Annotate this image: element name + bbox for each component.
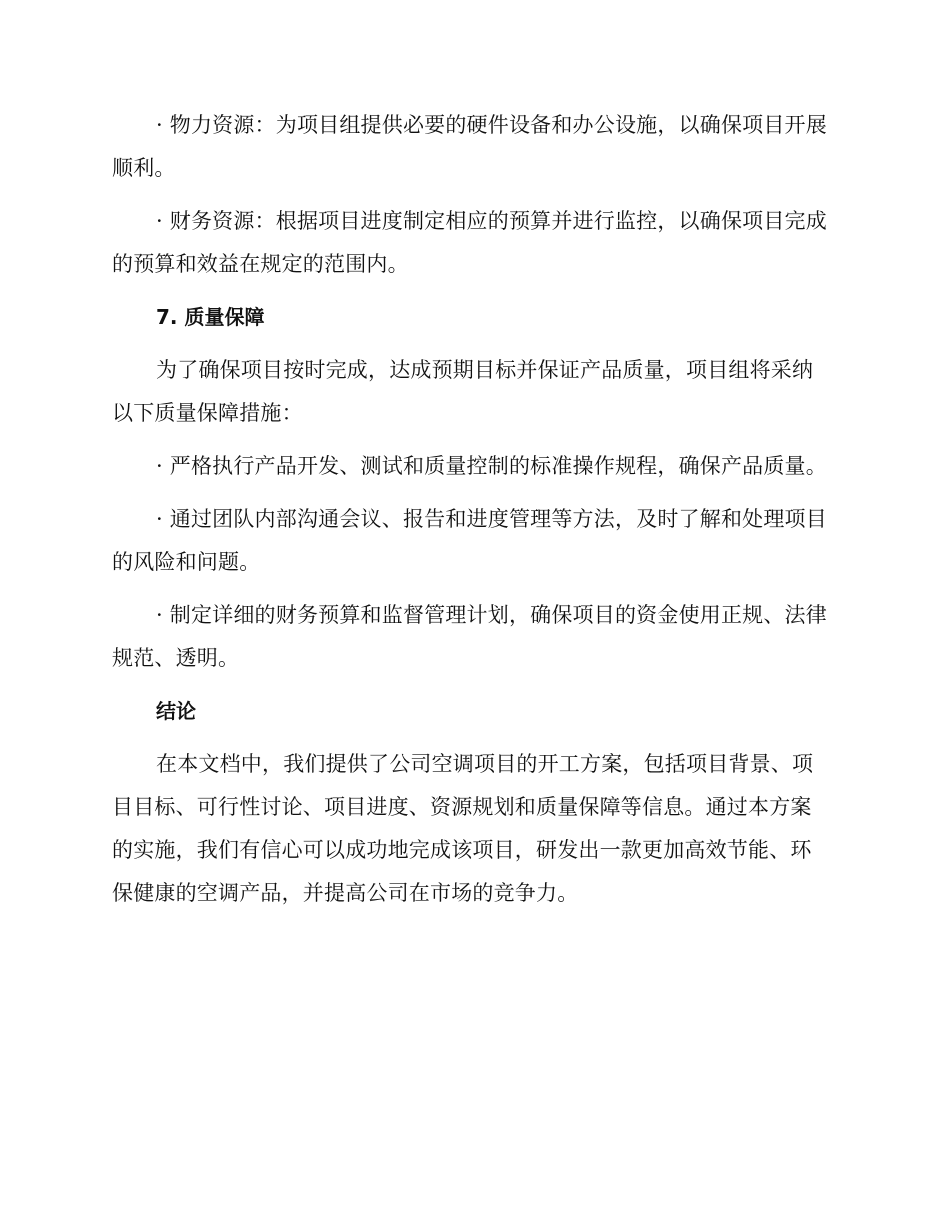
quality-bullet-communication: · 通过团队内部沟通会议、报告和进度管理等方法，及时了解和处理项目的风险和问题。 [112, 507, 827, 574]
section-heading-conclusion: 结论 [156, 699, 196, 723]
section-heading-quality-assurance: 7. 质量保障 [156, 305, 265, 329]
bullet-material-resources: · 物力资源：为项目组提供必要的硬件设备和办公设施，以确保项目开展顺利。 [112, 113, 827, 180]
bullet-financial-resources: · 财务资源：根据项目进度制定相应的预算并进行监控，以确保项目完成的预算和效益在规定的范围内。 [112, 209, 827, 276]
document-body [112, 104, 832, 925]
quality-bullet-standards: · 严格执行产品开发、测试和质量控制的标准操作规程，确保产品质量。 [156, 454, 827, 478]
quality-bullet-budget: · 制定详细的财务预算和监督管理计划，确保项目的资金使用正规、法律规范、透明。 [112, 603, 827, 670]
conclusion-paragraph: 在本文档中，我们提供了公司空调项目的开工方案，包括项目背景、项目目标、可行性讨论、项目进度、资源规划和质量保障等信息。通过本方案的实施，我们有信心可以成功地完成该项目，研发出一款更加高效节能、环保健康的空调产品，并提高公司在市场的竞争力。 [112, 752, 814, 905]
quality-intro-paragraph: 为了确保项目按时完成，达成预期目标并保证产品质量，项目组将采纳以下质量保障措施： [112, 358, 814, 425]
